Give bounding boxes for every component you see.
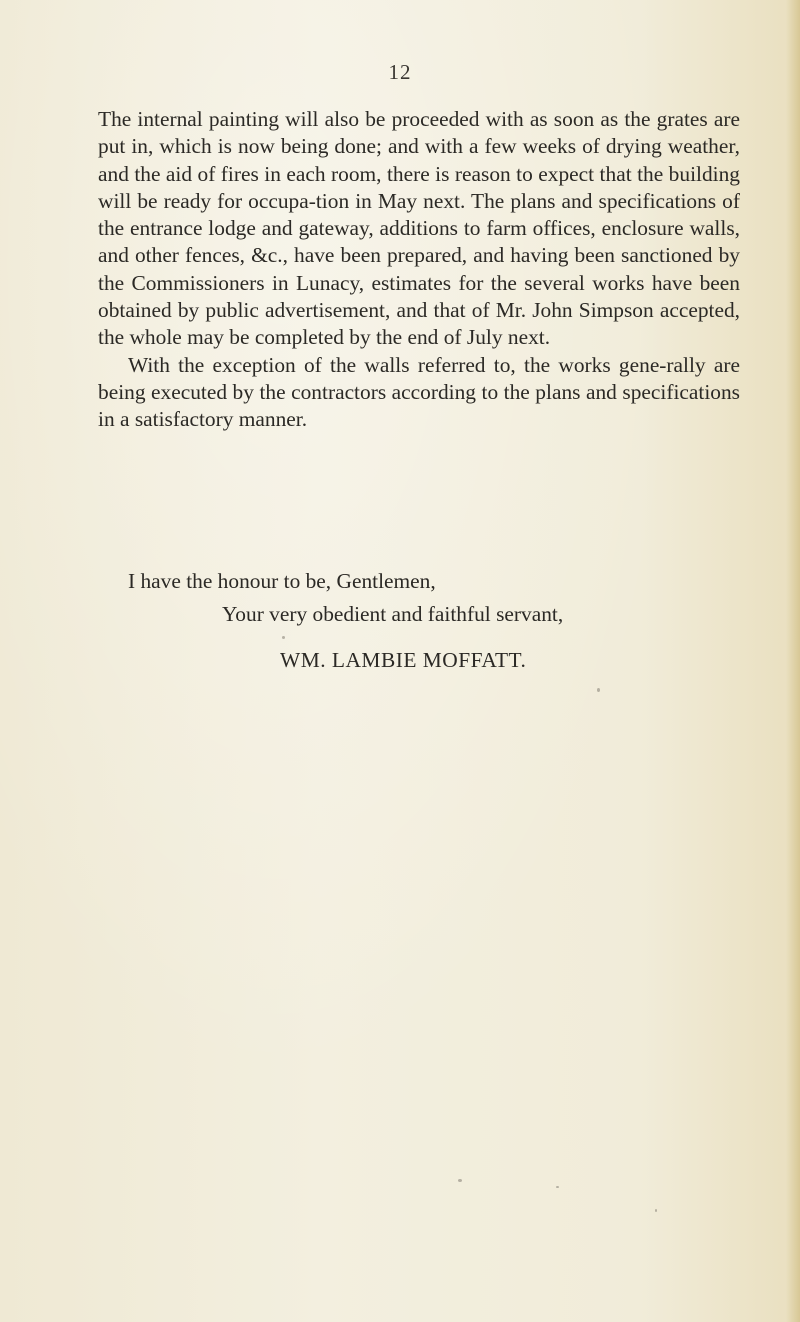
paper-speck [282,636,285,639]
paper-speck [458,1179,462,1182]
body-paragraph-2: With the exception of the walls referred to, the works gene-rally are being executed by the contractors according to the plans and specifications in a satisfactory manner. [98,352,740,432]
closing-valediction: Your very obedient and faithful servant, [222,602,564,626]
page-edge-shading [786,0,800,1322]
body-paragraph-1: The internal painting will also be proceeded with as soon as the grates are put in, which is now being done; and with a few weeks of drying weather, and the aid of fires in each room, there is reason to expect that the building will be ready for occupa-tion in May next. The plans and specifications of the entrance lodge and gateway, additions to farm offices, enclosure walls, and other fences, &c., have been prepared, and having been sanctioned by the Commissioners in Lunacy, estimates for the several works have been obtained by public advertisement, and that of Mr. John Simpson accepted, the whole may be completed by the end of July next. [98,107,740,350]
signature: WM. LAMBIE MOFFATT. [280,648,527,672]
closing-salutation: I have the honour to be, Gentlemen, [128,569,436,593]
page-number: 12 [388,60,412,84]
paper-speck [655,1209,657,1212]
letter-body [98,106,740,434]
paper-speck [556,1186,559,1188]
paper-speck [597,688,600,692]
